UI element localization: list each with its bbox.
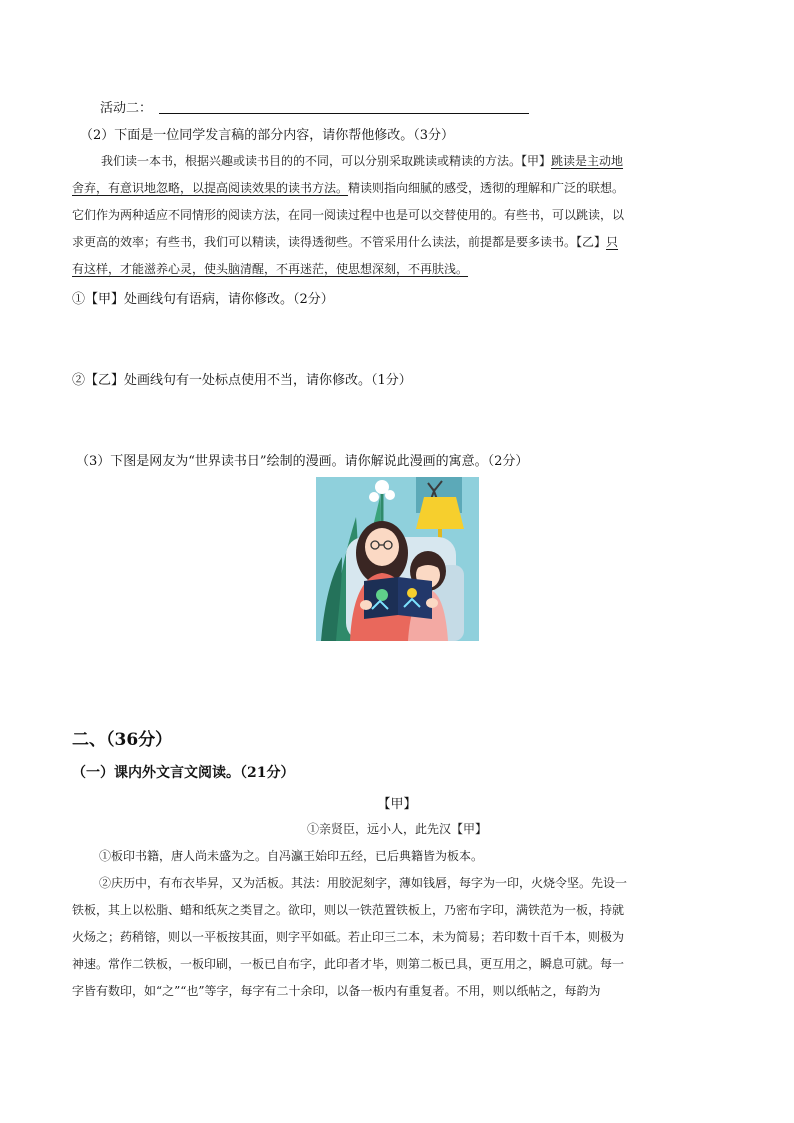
underlined-sentence-yi: 有这样，才能滋养心灵，使头脑清醒，不再迷茫，使思想深刻，不再肤浅。 xyxy=(72,262,469,276)
q3-prompt: （3）下图是网友为“世界读书日”绘制的漫画。请你解说此漫画的寓意。（2分） xyxy=(76,454,529,469)
answer-line-activity2[interactable] xyxy=(159,113,529,114)
passage-text: 我们读一本书，根据兴趣或读书目的的不同，可以分别采取跳读或精读的方法。【甲】 xyxy=(101,154,552,168)
q2-sub1: ①【甲】处画线句有语病，请你修改。（2分） xyxy=(72,292,334,307)
passage-paragraph-1: ①板印书籍，唐人尚未盛为之。自冯瀛王始印五经，已后典籍皆为板本。 xyxy=(99,849,484,863)
underlined-sentence-yi: 只 xyxy=(606,235,619,249)
q2-sub2: ②【乙】处画线句有一处标点使用不当，请你修改。（1分） xyxy=(72,373,412,388)
passage-line-1 xyxy=(101,152,623,169)
passage-label-jia: 【甲】 xyxy=(377,797,417,812)
passage-title: ①亲贤臣，远小人，此先汉【甲】 xyxy=(306,822,487,836)
underlined-sentence-jia: 舍弃，有意识地忽略，以提高阅读效果的读书方法。 xyxy=(72,181,349,195)
passage-paragraph-2-line-1: ②庆历中，有布衣毕昇，又为活板。其法：用胶泥刻字，薄如钱唇，每字为一印，火烧令坚。先设一 xyxy=(99,876,628,890)
passage-line-3: 它们作为两种适应不同情形的阅读方法，在同一阅读过程中也是可以交替使用的。有些书，可以跳读，以 xyxy=(72,208,625,222)
passage-paragraph-2-line-3: 火炀之；药稍镕，则以一平板按其面，则字平如砥。若止印三二本，未为简易；若印数十百千本，则极为 xyxy=(72,930,625,944)
passage-paragraph-2-line-5: 字皆有数印，如“之”“也”等字，每字有二十余印，以备一板内有重复者。不用，则以纸帖之，每韵为 xyxy=(72,984,601,998)
passage-line-4 xyxy=(72,233,618,250)
reading-illustration xyxy=(316,477,479,641)
passage-line-2 xyxy=(72,179,624,196)
mother-daughter-reading-illustration xyxy=(316,477,479,641)
underlined-sentence-jia: 跳读是主动地 xyxy=(551,154,624,168)
activity2-label: 活动二： xyxy=(100,101,153,116)
passage-text: 求更高的效率；有些书，我们可以精读，读得透彻些。不管采用什么读法，前提都是要多读书。【乙】 xyxy=(72,235,607,249)
section2-heading: 二、（36分） xyxy=(72,730,173,750)
section2-subheading: （一）课内外文言文阅读。（21分） xyxy=(72,765,295,781)
q2-prompt: （2）下面是一位同学发言稿的部分内容，请你帮他修改。（3分） xyxy=(80,128,455,143)
passage-paragraph-2-line-4: 神速。常作二铁板，一板印刷，一板已自布字，此印者才毕，则第二板已具，更互用之，瞬息可就。每一 xyxy=(72,957,625,971)
passage-paragraph-2-line-2: 铁板，其上以松脂、蜡和纸灰之类冒之。欲印，则以一铁范置铁板上，乃密布字印，满铁范为一板，持就 xyxy=(72,903,625,917)
passage-text: 精读则指向细腻的感受，透彻的理解和广泛的联想。 xyxy=(348,181,625,195)
